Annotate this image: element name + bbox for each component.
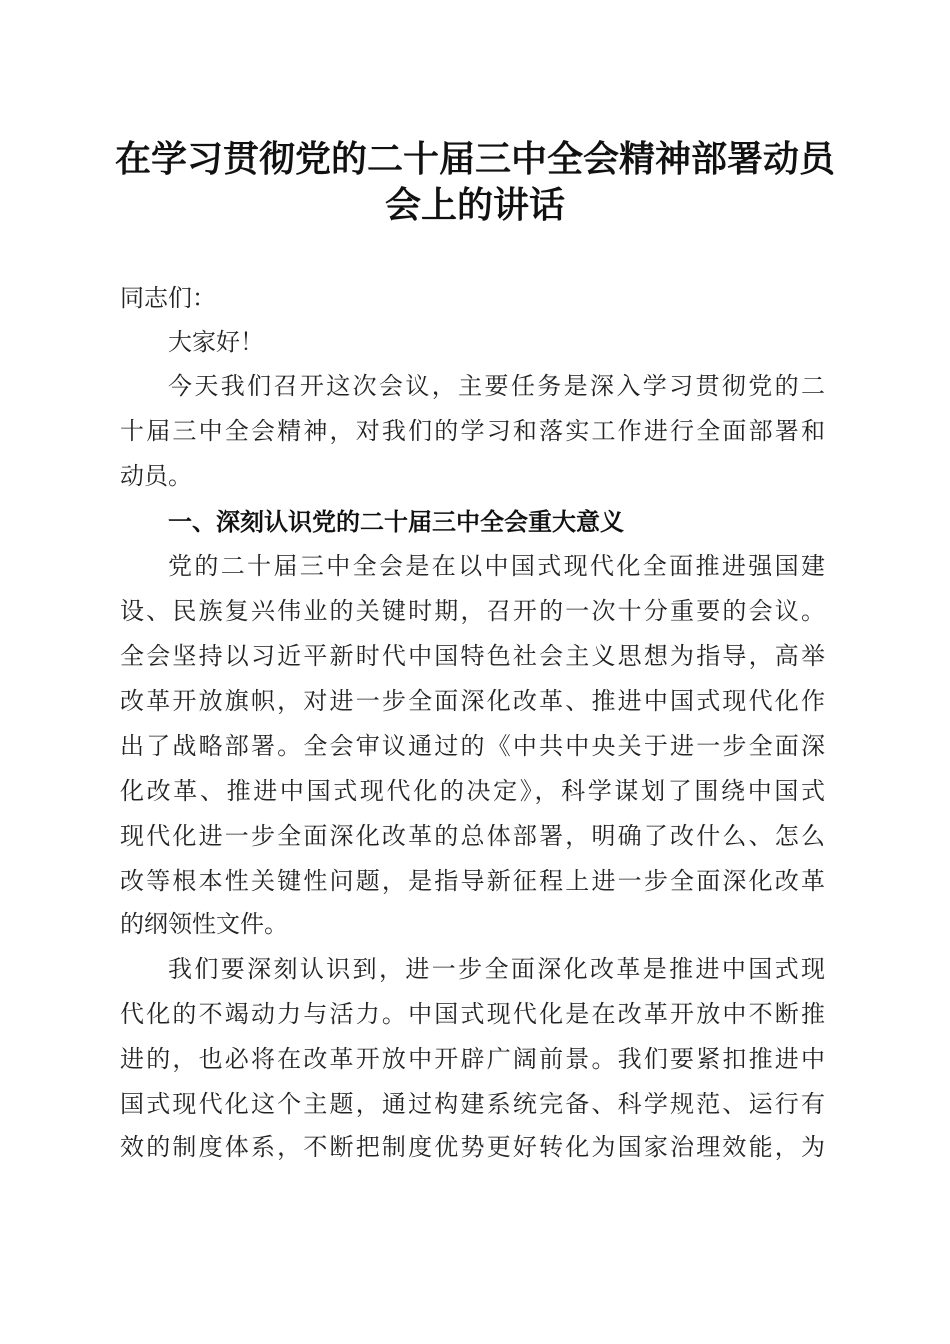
para1-line-6: 化改革、推进中国式现代化的决定》，科学谋划了围绕中国式 xyxy=(120,777,825,805)
para2-line-5: 效的制度体系，不断把制度优势更好转化为国家治理效能，为 xyxy=(120,1133,825,1161)
para1-line-4: 改革开放旗帜，对进一步全面深化改革、推进中国式现代化作 xyxy=(120,687,825,715)
section-1-heading: 一、深刻认识党的二十届三中全会重大意义 xyxy=(168,508,624,536)
para2-line-4: 国式现代化这个主题，通过构建系统完备、科学规范、运行有 xyxy=(120,1090,825,1118)
para2-line-3: 进的，也必将在改革开放中开辟广阔前景。我们要紧扣推进中 xyxy=(120,1045,825,1073)
intro-line-1: 今天我们召开这次会议，主要任务是深入学习贯彻党的二 xyxy=(168,372,825,400)
intro-line-2: 十届三中全会精神，对我们的学习和落实工作进行全面部署和 xyxy=(120,417,825,445)
para1-line-5: 出了战略部署。全会审议通过的《中共中央关于进一步全面深 xyxy=(120,732,825,760)
document-title-line-1: 在学习贯彻党的二十届三中全会精神部署动员 xyxy=(114,138,835,180)
para1-line-8: 改等根本性关键性问题，是指导新征程上进一步全面深化改革 xyxy=(120,867,825,895)
greeting: 大家好！ xyxy=(168,328,264,356)
para1-line-7: 现代化进一步全面深化改革的总体部署，明确了改什么、怎么 xyxy=(120,822,825,850)
para1-line-9: 的纲领性文件。 xyxy=(120,910,288,938)
document-title-line-2: 会上的讲话 xyxy=(384,184,565,226)
salutation: 同志们： xyxy=(120,284,216,312)
para1-line-1: 党的二十届三中全会是在以中国式现代化全面推进强国建 xyxy=(168,552,825,580)
para1-line-3: 全会坚持以习近平新时代中国特色社会主义思想为指导，高举 xyxy=(120,642,825,670)
para2-line-1: 我们要深刻认识到，进一步全面深化改革是推进中国式现 xyxy=(168,955,825,983)
intro-line-3: 动员。 xyxy=(120,462,192,490)
para1-line-2: 设、民族复兴伟业的关键时期，召开的一次十分重要的会议。 xyxy=(120,597,825,625)
para2-line-2: 代化的不竭动力与活力。中国式现代化是在改革开放中不断推 xyxy=(120,1000,825,1028)
